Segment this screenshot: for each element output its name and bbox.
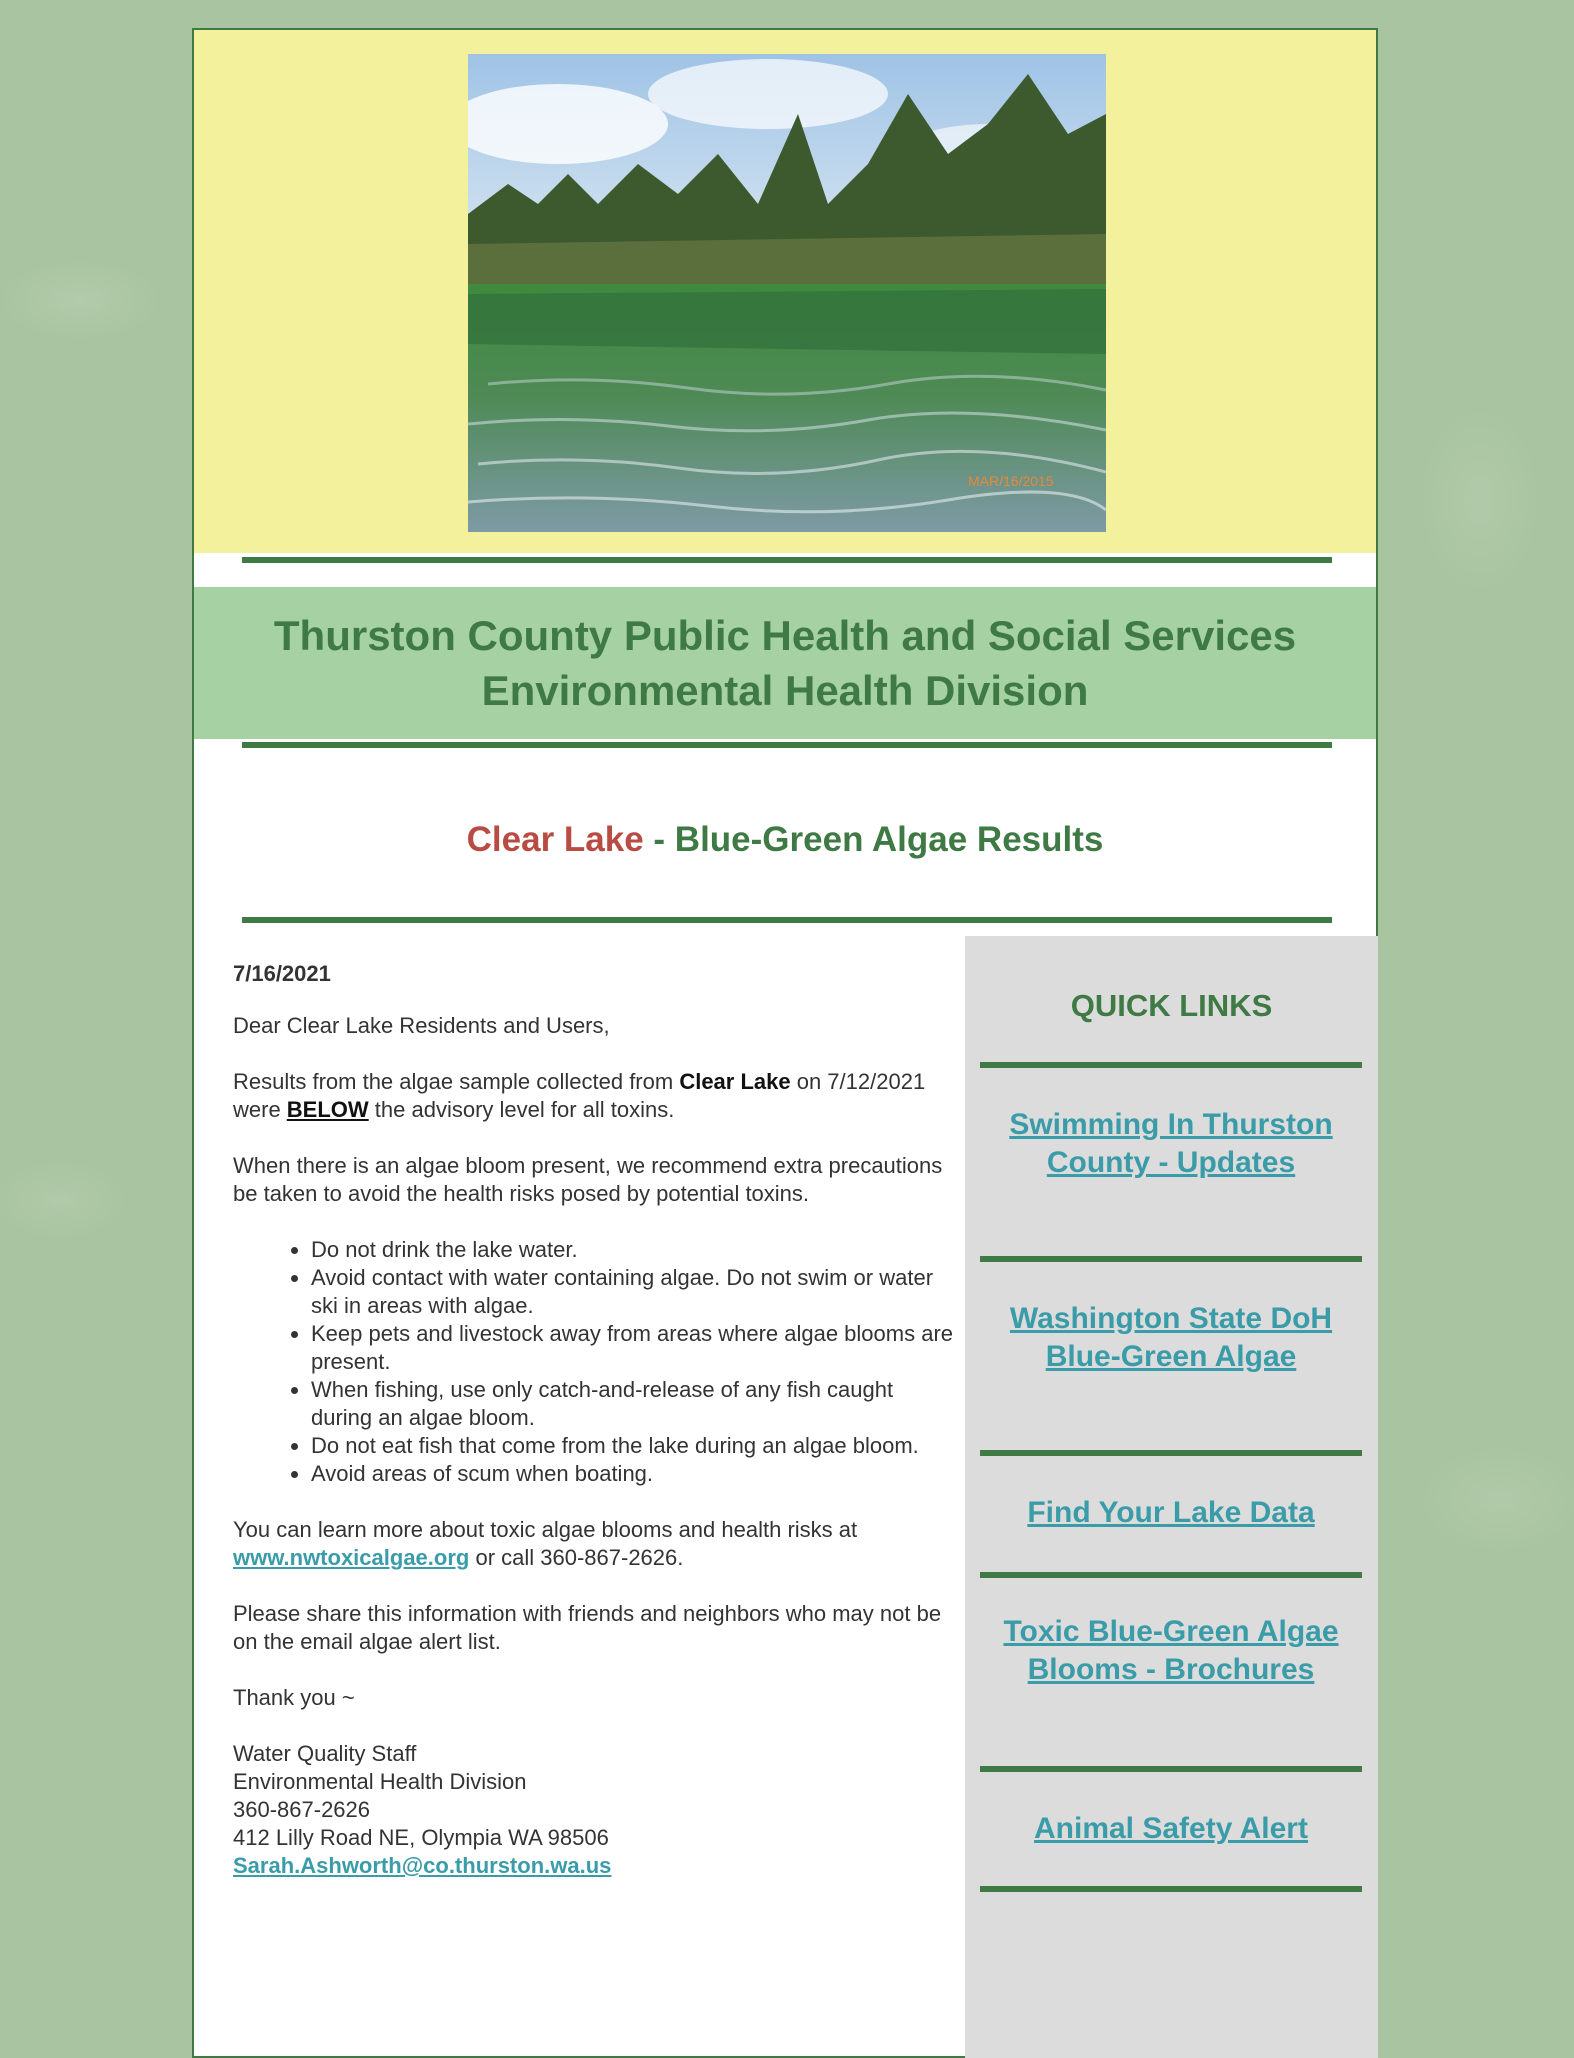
list-item: • When fishing, use only catch-and-release of any fish caught during an algae bloom. <box>311 1376 953 1432</box>
link-find-lake-data[interactable]: Find Your Lake Data <box>1027 1496 1315 1529</box>
signature-block <box>233 1740 953 1880</box>
photo-date-stamp: MAR/16/2015 <box>968 473 1054 489</box>
title-suffix: - Blue-Green Algae Results <box>643 820 1104 859</box>
quick-links-sidebar <box>965 936 1378 2058</box>
title-lake-name: Clear Lake <box>466 820 644 859</box>
sidebar-rule <box>980 1886 1362 1892</box>
signature-division: Environmental Health Division <box>233 1769 527 1794</box>
notice-date: 7/16/2021 <box>233 961 331 986</box>
sidebar-rule <box>980 1572 1362 1578</box>
sidebar-rule <box>980 1256 1362 1262</box>
list-item: • Do not eat fish that come from the lake during an algae bloom. <box>311 1432 953 1460</box>
message-body <box>233 960 953 1880</box>
quick-links-heading: QUICK LINKS <box>1070 988 1273 1023</box>
signature-staff: Water Quality Staff <box>233 1741 417 1766</box>
bloom-paragraph: When there is an algae bloom present, we recommend extra precautions be taken to avoid the health risks posed by potential toxins. <box>233 1153 943 1206</box>
newsletter <box>192 28 1378 2058</box>
hero-banner <box>194 30 1376 553</box>
results-lake-name: Clear Lake <box>679 1069 791 1094</box>
org-header <box>194 587 1376 739</box>
signature-address: 412 Lilly Road NE, Olympia WA 98506 <box>233 1825 609 1850</box>
division-name: Environmental Health Division <box>481 667 1089 714</box>
results-paragraph: Results from the algae sample collected from Clear Lake on 7/12/2021 were BELOW the advisory level for all toxins. <box>233 1069 926 1122</box>
list-item: • Do not drink the lake water. <box>311 1236 953 1264</box>
sidebar-rule <box>980 1062 1362 1068</box>
divider-rule <box>242 917 1332 923</box>
nwtoxicalgae-link[interactable]: www.nwtoxicalgae.org <box>233 1545 470 1570</box>
email-link[interactable]: Sarah.Ashworth@co.thurston.wa.us <box>233 1853 612 1878</box>
greeting: Dear Clear Lake Residents and Users, <box>233 1013 610 1038</box>
lake-photo <box>468 54 1106 532</box>
org-name: Thurston County Public Health and Social Services <box>273 612 1297 659</box>
learn-more-paragraph: You can learn more about toxic algae blooms and health risks at www.nwtoxicalgae.org or call 360-867-2626. <box>233 1517 858 1570</box>
precautions-list <box>233 1236 953 1488</box>
link-doh-blue-green-algae[interactable]: Washington State DoH Blue-Green Algae <box>1009 1302 1333 1373</box>
list-item: • Avoid contact with water containing algae. Do not swim or water ski in areas with algae. <box>311 1264 953 1320</box>
results-level: BELOW <box>286 1097 369 1122</box>
thanks-line: Thank you ~ <box>233 1685 355 1710</box>
divider-rule <box>242 742 1332 748</box>
list-item: • Avoid areas of scum when boating. <box>311 1460 953 1488</box>
link-swimming-updates[interactable]: Swimming In Thurston County - Updates <box>1009 1108 1333 1179</box>
divider-rule <box>242 557 1332 563</box>
list-item: • Keep pets and livestock away from areas where algae blooms are present. <box>311 1320 953 1376</box>
sidebar-rule <box>980 1450 1362 1456</box>
link-algae-brochures[interactable]: Toxic Blue-Green Algae Blooms - Brochures <box>1003 1615 1339 1686</box>
share-paragraph: Please share this information with friends and neighbors who may not be on the email algae alert list. <box>233 1601 942 1654</box>
page-title <box>194 820 1376 860</box>
link-animal-safety-alert[interactable]: Animal Safety Alert <box>1034 1812 1308 1845</box>
signature-phone: 360-867-2626 <box>233 1797 371 1822</box>
sidebar-rule <box>980 1766 1362 1772</box>
